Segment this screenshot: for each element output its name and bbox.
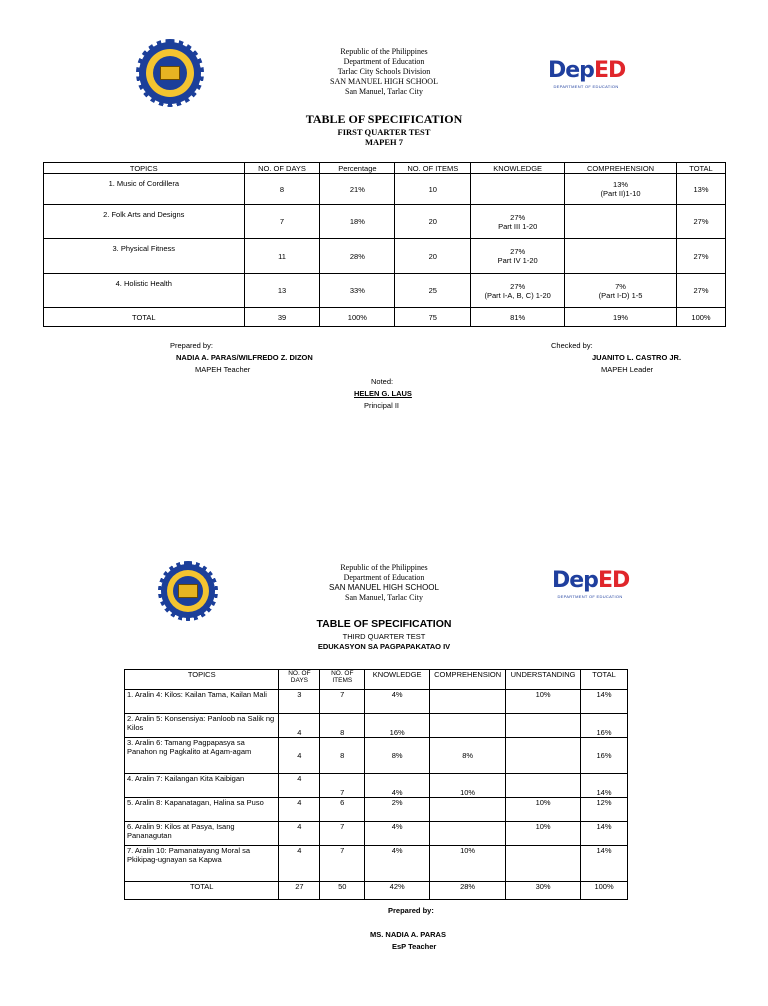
table-row — [44, 274, 726, 308]
prepared-by-role: EsP Teacher — [392, 942, 437, 951]
checked-by-role: MAPEH Leader — [601, 365, 654, 374]
topic-cell: 4. Holistic Health — [44, 274, 245, 308]
days-cell: 7 — [244, 205, 320, 239]
prepared-by-name: MS. NADIA A. PARAS — [370, 930, 446, 939]
column-header: COMPREHENSION — [565, 163, 677, 174]
test-subtitle: FIRST QUARTER TEST — [337, 127, 431, 137]
items-cell: 20 — [395, 239, 471, 274]
items-cell: 8 — [320, 714, 365, 738]
knowledge-cell: 42% — [365, 882, 430, 900]
prepared-by-name: NADIA A. PARAS/WILFREDO Z. DIZON — [176, 353, 313, 362]
column-header: NO. OF DAYS — [244, 163, 320, 174]
subject-name: EDUKASYON SA PAGPAPAKATAO IV — [317, 642, 451, 651]
understanding-cell — [506, 846, 581, 882]
topic-cell: 2. Folk Arts and Designs — [44, 205, 245, 239]
comprehension-cell: 19% — [565, 308, 677, 327]
table-row — [125, 714, 628, 738]
items-cell: 50 — [320, 882, 365, 900]
topic-cell: 4. Aralin 7: Kailangan Kita Kaibigan — [125, 774, 279, 798]
table-row — [44, 205, 726, 239]
letterhead — [0, 47, 768, 97]
understanding-cell: 10% — [506, 798, 581, 822]
header-line: SAN MANUEL HIGH SCHOOL — [330, 77, 438, 86]
comprehension-cell — [430, 690, 506, 714]
knowledge-cell: 27% (Part I-A, B, C) 1-20 — [471, 274, 565, 308]
knowledge-cell: 8% — [365, 738, 430, 774]
knowledge-cell: 2% — [365, 798, 430, 822]
comprehension-cell: 28% — [430, 882, 506, 900]
days-cell: 4 — [279, 798, 320, 822]
total-row — [125, 882, 628, 900]
comprehension-cell — [565, 239, 677, 274]
header-line: SAN MANUEL HIGH SCHOOL — [329, 583, 439, 592]
knowledge-cell — [471, 174, 565, 205]
total-label: TOTAL — [44, 308, 245, 327]
understanding-cell: 10% — [506, 822, 581, 846]
total-cell: 14% — [581, 846, 628, 882]
column-header: NO. OF DAYS — [279, 670, 320, 690]
deped-logo: DepED DEPARTMENT OF EDUCATION — [548, 58, 626, 89]
understanding-cell — [506, 714, 581, 738]
knowledge-cell: 27% Part IV 1-20 — [471, 239, 565, 274]
tos-table — [124, 669, 628, 900]
column-header: NO. OF ITEMS — [395, 163, 471, 174]
header-line: Tarlac City Schools Division — [337, 67, 431, 76]
items-cell: 7 — [320, 822, 365, 846]
table-header-row — [44, 163, 726, 174]
noted-label: Noted: — [371, 377, 394, 386]
days-cell: 3 — [279, 690, 320, 714]
items-cell: 7 — [320, 774, 365, 798]
items-cell: 7 — [320, 690, 365, 714]
prepared-by-role: MAPEH Teacher — [195, 365, 251, 374]
items-cell: 7 — [320, 846, 365, 882]
knowledge-cell: 4% — [365, 846, 430, 882]
knowledge-cell: 4% — [365, 774, 430, 798]
items-cell: 6 — [320, 798, 365, 822]
days-cell: 11 — [244, 239, 320, 274]
topic-cell: 5. Aralin 8: Kapanatagan, Halina sa Puso — [125, 798, 279, 822]
noted-name: HELEN G. LAUS — [354, 389, 412, 398]
table-row — [125, 690, 628, 714]
percentage-cell: 18% — [320, 205, 395, 239]
days-cell: 4 — [279, 774, 320, 798]
column-header: KNOWLEDGE — [365, 670, 430, 690]
total-cell: 12% — [581, 798, 628, 822]
deped-logo: DepED DEPARTMENT OF EDUCATION — [552, 568, 630, 599]
total-cell: 100% — [677, 308, 726, 327]
header-line: San Manuel, Tarlac City — [345, 593, 423, 602]
comprehension-cell: 8% — [430, 738, 506, 774]
items-cell: 8 — [320, 738, 365, 774]
comprehension-cell — [430, 822, 506, 846]
knowledge-cell: 4% — [365, 822, 430, 846]
subject-name: MAPEH 7 — [364, 137, 403, 147]
topic-cell: 7. Aralin 10: Pamanatayang Moral sa Pkikipag-ugnayan sa Kapwa — [125, 846, 279, 882]
total-cell: 100% — [581, 882, 628, 900]
header-line: Department of Education — [343, 573, 425, 582]
total-cell: 16% — [581, 738, 628, 774]
days-cell: 13 — [244, 274, 320, 308]
checked-by-label: Checked by: — [551, 341, 593, 350]
items-cell: 75 — [395, 308, 471, 327]
total-cell: 14% — [581, 690, 628, 714]
header-line: Republic of the Philippines — [340, 563, 428, 572]
table-row — [125, 798, 628, 822]
knowledge-cell: 27% Part III 1-20 — [471, 205, 565, 239]
percentage-cell: 21% — [320, 174, 395, 205]
total-cell: 14% — [581, 822, 628, 846]
total-label: TOTAL — [125, 882, 279, 900]
items-cell: 25 — [395, 274, 471, 308]
column-header: COMPREHENSION — [430, 670, 506, 690]
table-row — [44, 239, 726, 274]
days-cell: 27 — [279, 882, 320, 900]
table-row — [125, 774, 628, 798]
prepared-by-label: Prepared by: — [170, 341, 213, 350]
column-header: NO. OF ITEMS — [320, 670, 365, 690]
total-row — [44, 308, 726, 327]
percentage-cell: 33% — [320, 274, 395, 308]
column-header: TOPICS — [125, 670, 279, 690]
table-row — [125, 846, 628, 882]
percentage-cell: 28% — [320, 239, 395, 274]
comprehension-cell — [430, 714, 506, 738]
column-header: TOTAL — [677, 163, 726, 174]
third-quarter-tos — [0, 500, 768, 1006]
table-row — [125, 822, 628, 846]
comprehension-cell: 10% — [430, 774, 506, 798]
letterhead — [0, 563, 768, 603]
comprehension-cell: 10% — [430, 846, 506, 882]
items-cell: 10 — [395, 174, 471, 205]
understanding-cell — [506, 774, 581, 798]
total-cell: 27% — [677, 205, 726, 239]
understanding-cell — [506, 738, 581, 774]
comprehension-cell — [565, 205, 677, 239]
header-line: Department of Education — [343, 57, 425, 66]
column-header: UNDERSTANDING — [506, 670, 581, 690]
header-line: San Manuel, Tarlac City — [345, 87, 423, 96]
items-cell: 20 — [395, 205, 471, 239]
table-header-row — [125, 670, 628, 690]
total-cell: 27% — [677, 274, 726, 308]
total-cell: 14% — [581, 774, 628, 798]
total-cell: 16% — [581, 714, 628, 738]
table-row — [44, 174, 726, 205]
knowledge-cell: 4% — [365, 690, 430, 714]
test-subtitle: THIRD QUARTER TEST — [342, 632, 426, 641]
understanding-cell: 10% — [506, 690, 581, 714]
days-cell: 8 — [244, 174, 320, 205]
percentage-cell: 100% — [320, 308, 395, 327]
days-cell: 4 — [279, 738, 320, 774]
comprehension-cell: 13% (Part II)1-10 — [565, 174, 677, 205]
comprehension-cell: 7% (Part I-D) 1-5 — [565, 274, 677, 308]
days-cell: 39 — [244, 308, 320, 327]
understanding-cell: 30% — [506, 882, 581, 900]
knowledge-cell: 16% — [365, 714, 430, 738]
column-header: KNOWLEDGE — [471, 163, 565, 174]
noted-role: Principal II — [364, 401, 400, 410]
page-title: TABLE OF SPECIFICATION — [316, 618, 452, 630]
total-cell: 27% — [677, 239, 726, 274]
column-header: TOPICS — [44, 163, 245, 174]
checked-by-name: JUANITO L. CASTRO JR. — [592, 353, 682, 362]
topic-cell: 3. Aralin 6: Tamang Pagpapasya sa Panahon ng Pagkalito at Agam-agam — [125, 738, 279, 774]
topic-cell: 6. Aralin 9: Kilos at Pasya, Isang Pananagutan — [125, 822, 279, 846]
column-header: Percentage — [320, 163, 395, 174]
tos-table — [43, 162, 726, 327]
topic-cell: 3. Physical Fitness — [44, 239, 245, 274]
topic-cell: 1. Music of Cordillera — [44, 174, 245, 205]
column-header: TOTAL — [581, 670, 628, 690]
days-cell: 4 — [279, 714, 320, 738]
first-quarter-tos — [0, 0, 768, 500]
topic-cell: 2. Aralin 5: Konsensiya: Panloob na Salik ng Kilos — [125, 714, 279, 738]
table-row — [125, 738, 628, 774]
total-cell: 13% — [677, 174, 726, 205]
prepared-by-label: Prepared by: — [388, 906, 434, 915]
header-line: Republic of the Philippines — [340, 47, 428, 56]
topic-cell: 1. Aralin 4: Kilos: Kailan Tama, Kailan Mali — [125, 690, 279, 714]
comprehension-cell — [430, 798, 506, 822]
days-cell: 4 — [279, 846, 320, 882]
days-cell: 4 — [279, 822, 320, 846]
page-title: TABLE OF SPECIFICATION — [305, 112, 463, 126]
knowledge-cell: 81% — [471, 308, 565, 327]
